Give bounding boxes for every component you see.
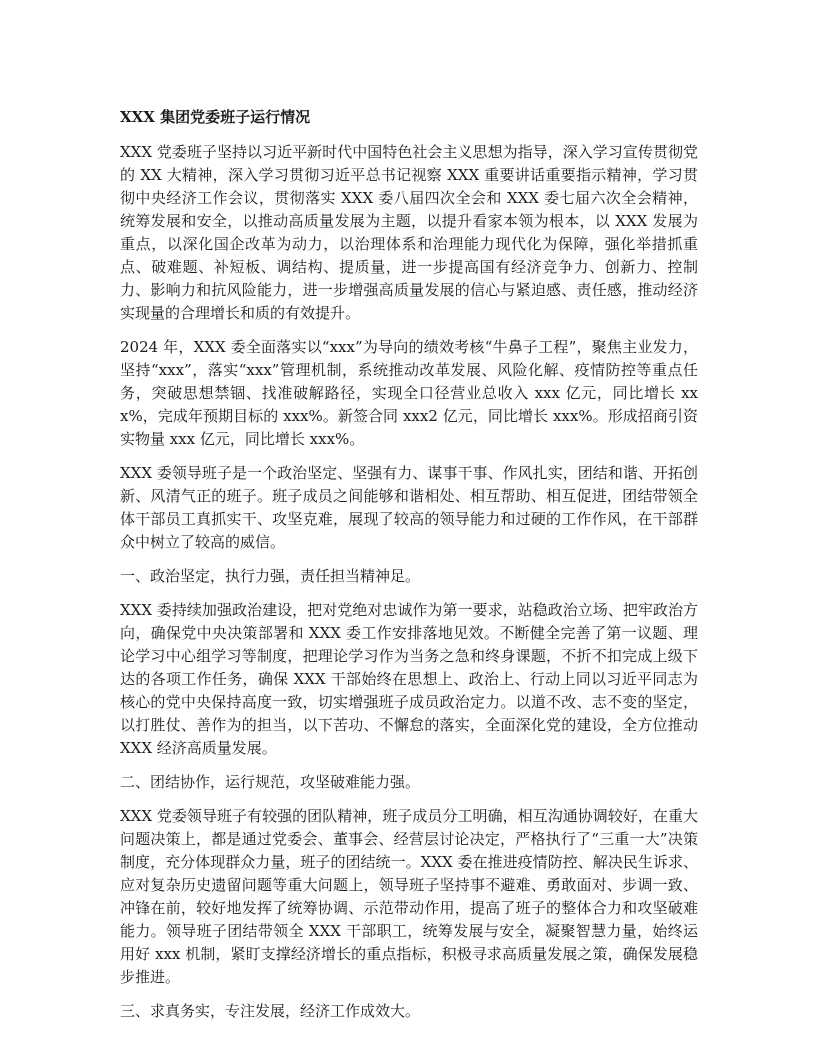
- document-title: XXX 集团党委班子运行情况: [120, 108, 311, 126]
- document-page: [120, 106, 698, 1034]
- section-heading-1: 一、政治坚定，执行力强，责任担当精神足。: [120, 567, 421, 585]
- paragraph-2024-results: 2024 年，XXX 委全面落实以“xxx”为导向的绩效考核“牛鼻子工程”，聚焦主业发力，坚持“xxx”，落实“xxx”管理机制，系统推动改革发展、风险化解、疫情防控等重点任务，突破思想禁锢、找准破解路径，实现全口径营业总收入 xxx 亿元，同比增长 xxx%，完成年预期目标的 xxx%。新签合同 xxx2 亿元，同比增长 xxx%。形成招商引资实物量 xxx 亿元，同比增长 xxx%。: [120, 338, 698, 448]
- paragraph-political-building: XXX 委持续加强政治建设，把对党绝对忠诚作为第一要求，站稳政治立场、把牢政治方向，确保党中央决策部署和 XXX 委工作安排落地见效。不断健全完善了第一议题、理论学习中心组学习等制度，把理论学习作为当务之急和终身课题，不折不扣完成上级下达的各项工作任务，确保 XXX 干部始终在思想上、政治上、行动上同以习近平同志为核心的党中央保持高度一致，切实增强班子成员政治定力。以道不改、志不变的坚定，以打胜仗、善作为的担当，以下苦功、不懈怠的落实，全面深化党的建设，全方位推动 XXX 经济高质量发展。: [120, 601, 698, 757]
- paragraph-teamwork: XXX 党委领导班子有较强的团队精神，班子成员分工明确，相互沟通协调较好，在重大问题决策上，都是通过党委会、董事会、经营层讨论决定，严格执行了“三重一大”决策制度，充分体现群众力量，班子的团结统一。XXX 委在推进疫情防控、解决民生诉求、应对复杂历史遗留问题等重大问题上，领导班子坚持事不避难、勇敢面对、步调一致、冲锋在前，较好地发挥了统筹协调、示范带动作用，提高了班子的整体合力和攻坚破难能力。领导班子团结带领全 XXX 干部职工，统筹发展与安全，凝聚智慧力量，始终运用好 xxx 机制，紧盯支撑经济增长的重点指标，积极寻求高质量发展之策，确保发展稳步推进。: [120, 807, 698, 986]
- paragraph-leadership-team: XXX 委领导班子是一个政治坚定、坚强有力、谋事干事、作风扎实，团结和谐、开拓创新、风清气正的班子。班子成员之间能够和谐相处、相互帮助、相互促进，团结带领全体干部员工真抓实干、攻坚克难，展现了较高的领导能力和过硬的工作作风，在干部群众中树立了较高的威信。: [120, 464, 698, 551]
- section-heading-2: 二、团结协作，运行规范，攻坚破难能力强。: [120, 773, 421, 791]
- paragraph-intro: XXX 党委班子坚持以习近平新时代中国特色社会主义思想为指导，深入学习宣传贯彻党的 XX 大精神，深入学习贯彻习近平总书记视察 XXX 重要讲话重要指示精神，学习贯彻中央经济工作会议，贯彻落实 XXX 委八届四次全会和 XXX 委七届六次全会精神，统筹发展和安全，以推动高质量发展为主题，以提升看家本领为根本，以 XXX 发展为重点，以深化国企改革为动力，以治理体系和治理能力现代化为保障，强化举措抓重点、破难题、补短板、调结构、提质量，进一步提高国有经济竞争力、创新力、控制力、影响力和抗风险能力，进一步增强高质量发展的信心与紧迫感、责任感，推动经济实现量的合理增长和质的有效提升。: [120, 143, 698, 322]
- section-heading-3: 三、求真务实，专注发展，经济工作成效大。: [120, 1002, 421, 1020]
